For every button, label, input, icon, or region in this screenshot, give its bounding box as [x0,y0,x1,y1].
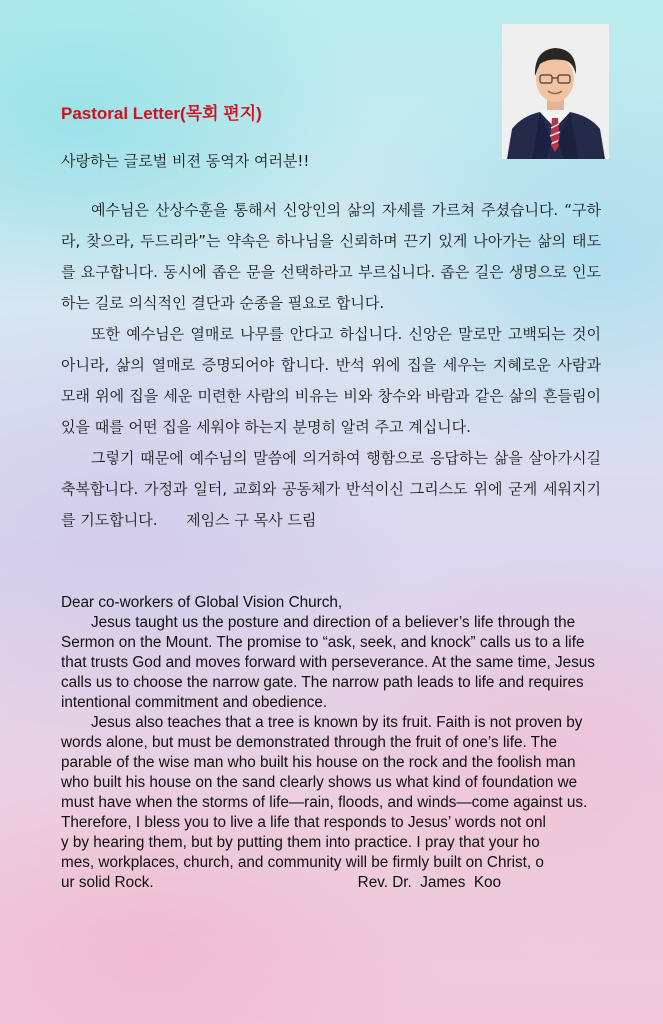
page-title: Pastoral Letter(목회 편지) [61,104,262,123]
english-greeting: Dear co-workers of Global Vision Church, [61,594,343,611]
pastor-photo [502,24,609,159]
english-closing-line: mes, workplaces, church, and community will be firmly built on Christ, o [61,854,544,871]
english-letter-body [61,593,606,893]
english-paragraph: Jesus taught us the posture and direction of a believer’s life through the Sermon on the Mount. The promise to “ask, seek, and knock” calls us to a life that trusts God and moves forward with perseverance. At the same time, Jesus calls us to choose the narrow gate. The narrow path leads to life and requires intentional commitment and obedience. [61,614,595,711]
korean-letter-body [61,195,601,536]
english-paragraph: Jesus also teaches that a tree is known by its fruit. Faith is not proven by words alone, but must be demonstrated through the fruit of one’s life. The parable of the wise man who built his house on the rock and the foolish man who built his house on the sand clearly shows us what kind of foundation we must have when the storms of life—rain, floods, and winds—come against us. [61,714,588,811]
english-closing-text: ur solid Rock. [61,874,154,891]
korean-greeting: 사랑하는 글로벌 비젼 동역자 여러분!! [61,152,310,170]
english-closing-line [61,873,606,893]
korean-paragraph: 예수님은 산상수훈을 통해서 신앙인의 삶의 자세를 가르쳐 주셨습니다. “구하라, 찾으라, 두드리라”는 약속은 하나님을 신뢰하며 끈기 있게 나아가는 삶의 태도를 요구합니다. 동시에 좁은 문을 선택하라고 부르십니다. 좁은 길은 생명으로 인도하는 길로 의식적인 결단과 순종을 필요로 합니다. [61,201,601,312]
korean-paragraph [61,443,601,536]
english-signature: Rev. Dr. James Koo [357,874,502,891]
korean-paragraph-text: 그렇기 때문에 예수님의 말씀에 의거하여 행함으로 응답하는 삶을 살아가시길 축복합니다. 가정과 일터, 교회와 공동체가 반석이신 그리스도 위에 굳게 세워지기를 기도합니다. [61,449,601,529]
english-closing-line: Therefore, I bless you to live a life that responds to Jesus’ words not onl [61,814,546,831]
english-closing-line: y by hearing them, but by putting them into practice. I pray that your ho [61,834,540,851]
pastor-portrait [502,24,609,159]
korean-paragraph: 또한 예수님은 열매로 나무를 안다고 하십니다. 신앙은 말로만 고백되는 것이 아니라, 삶의 열매로 증명되어야 합니다. 반석 위에 집을 세우는 지혜로운 사람과 모래 위에 집을 세운 미련한 사람의 비유는 비와 창수와 바람과 같은 삶의 흔들림이 있을 때를 어떤 집을 세워야 하는지 분명히 알려 주고 계십니다. [61,325,601,436]
korean-signature: 제임스 구 목사 드림 [186,511,317,529]
